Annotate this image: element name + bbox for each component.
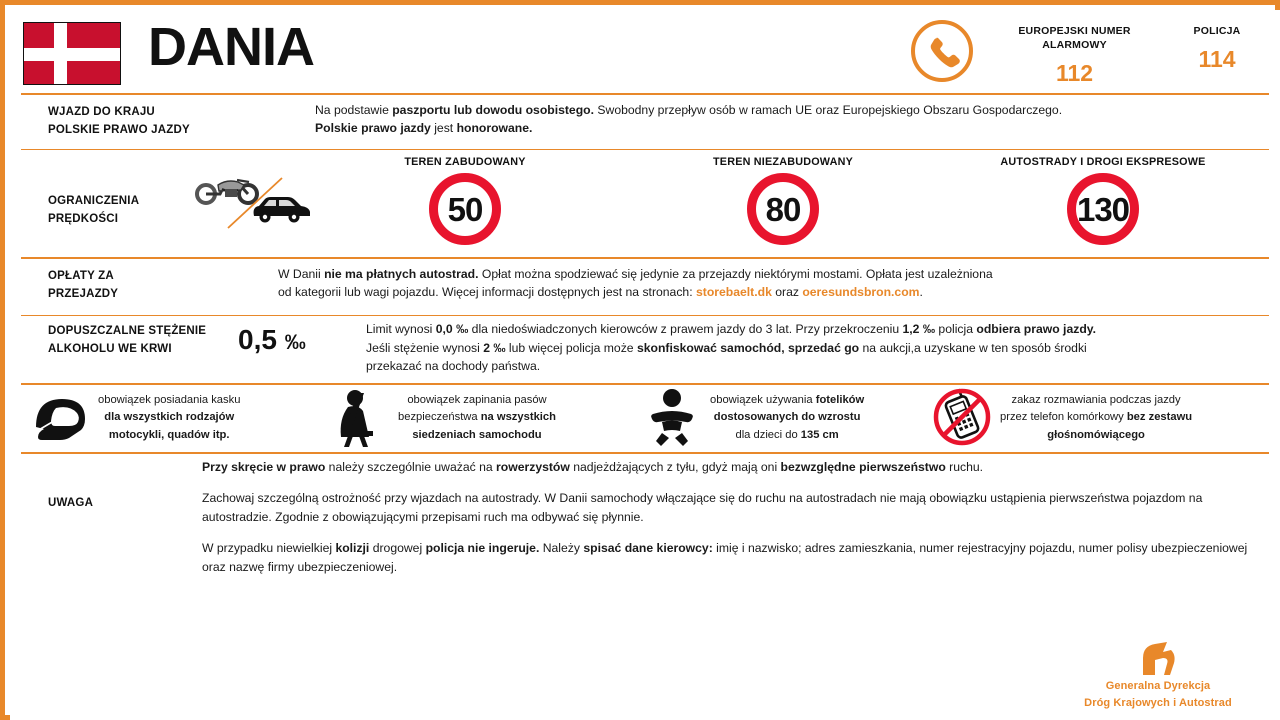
- footer-logo: [1058, 642, 1258, 710]
- speed-heading: TEREN NIEZABUDOWANY: [713, 156, 853, 169]
- row-entry-line1: Na podstawie paszportu lub dowodu osobistego. Swobodny przepływ osób w ramach UE oraz Europejskiego Obszaru Gospodarczego.: [315, 102, 1063, 117]
- row-tolls-text: [278, 265, 1268, 302]
- infographic-inner: [10, 10, 1280, 720]
- vehicles-icon-group: [190, 172, 320, 234]
- seatbelt-icon: [328, 387, 392, 449]
- row-entry-label-line2: POLSKIE PRAWO JAZDY: [48, 123, 190, 136]
- row-entry-label-line1: WJAZD DO KRAJU: [48, 105, 155, 118]
- row-entry-line2: Polskie prawo jazdy jest honorowane.: [315, 121, 533, 136]
- gddkia-eagle-logo: [1058, 642, 1258, 676]
- link-oeresundsbron[interactable]: oeresundsbron.com: [802, 285, 920, 300]
- row-speed-label-line2: PRĘDKOŚCI: [48, 213, 119, 226]
- pictogram-helmet: [28, 387, 338, 449]
- row-alcohol-text: [366, 320, 1266, 376]
- speed-limit-sign: [429, 173, 501, 245]
- row-tolls-line1: W Danii nie ma płatnych autostrad. Opłat można spodziewać się jedynie za przejazdy niektórymi mostami. Opłata jest uzależniona: [278, 266, 993, 281]
- pictogram-child-seat: [640, 387, 940, 449]
- row-alcohol-label-line2: ALKOHOLU WE KRWI: [48, 343, 172, 356]
- row-alcohol-label: [48, 322, 206, 358]
- police-block: [1162, 18, 1272, 74]
- note-paragraph-1: Przy skręcie w prawo należy szczególnie uważać na rowerzystów nadjeżdżających z tyłu, gdyż mają oni bezwzględne pierwszeństwo ruchu.: [202, 459, 984, 474]
- phone-icon: [911, 20, 973, 82]
- speed-column-motorway: [978, 150, 1228, 245]
- police-label: POLICJA: [1193, 25, 1241, 37]
- pictogram-no-phone: [930, 387, 1270, 449]
- speed-column-built-up: [340, 150, 590, 245]
- page-title: DANIA: [148, 17, 314, 77]
- row-tolls: [10, 259, 1280, 315]
- eu-emergency-number: 112: [1055, 60, 1094, 86]
- speed-limit-sign: [747, 173, 819, 245]
- row-alcohol-line3: przekazać na dochody państwa.: [366, 359, 541, 374]
- car-icon: [254, 197, 310, 223]
- row-tolls-label-line2: PRZEJAZDY: [48, 287, 119, 300]
- logo-text-line2: Dróg Krajowych i Autostrad: [1084, 697, 1232, 709]
- header: [10, 10, 1280, 93]
- child-seat-icon: [640, 387, 704, 449]
- denmark-flag: [23, 22, 121, 85]
- promille-symbol: ‰: [284, 331, 306, 355]
- row-alcohol-limit: [10, 316, 1280, 383]
- pictogram-seatbelt: [328, 387, 640, 449]
- note-paragraph-2: Zachowaj szczególną ostrożność przy wjazdach na autostrady. W Danii samochody włączające się do ruchu na autostradach nie mają obowiązku ustąpienia pierwszeństwa pojazdom na autostradzie. Zgodnie z obowiązującymi przepisami ruch ma odbywać się płynnie.: [202, 491, 1203, 524]
- pictogram-no-phone-caption: zakaz rozmawiania podczas jazdy przez telefon komórkowy bez zestawu głośnomówiącego: [1000, 393, 1193, 441]
- no-mobile-phone-icon: [930, 387, 994, 449]
- pictogram-seatbelt-caption: obowiązek zapinania pasów bezpieczeństwa na wszystkich siedzeniach samochodu: [398, 393, 556, 441]
- row-alcohol-line1: Limit wynosi 0,0 ‰ dla niedoświadczonych kierowców z prawem jazdy do 3 lat. Przy przekroczeniu 1,2 ‰ policja odbiera prawo jazdy.: [366, 322, 1097, 337]
- row-speed-limits: [10, 150, 1280, 257]
- row-note: [10, 454, 1280, 629]
- flag-cross-horizontal: [24, 48, 120, 61]
- emergency-numbers: [911, 18, 1272, 88]
- speed-heading: AUTOSTRADY I DROGI EKSPRESOWE: [1000, 156, 1206, 169]
- pictogram-helmet-caption: obowiązek posiadania kasku dla wszystkich rodzajów motocykli, quadów itp.: [98, 393, 241, 441]
- alcohol-limit-value: 0,5 ‰: [238, 324, 306, 356]
- row-alcohol-line2: Jeśli stężenie wynosi 2 ‰ lub więcej policja może skonfiskować samochód, sprzedać go na aukcji,a uzyskane w ten sposób środki: [366, 340, 1087, 355]
- eu-emergency-block: [987, 18, 1162, 88]
- row-note-label: UWAGA: [48, 496, 94, 509]
- eu-emergency-label: EUROPEJSKI NUMER ALARMOWY: [1018, 25, 1131, 51]
- speed-limit-sign: [1067, 173, 1139, 245]
- speed-column-non-built-up: [658, 150, 908, 245]
- note-paragraph-3: W przypadku niewielkiej kolizji drogowej policja nie ingeruje. Należy spisać dane kierowcy: imię i nazwisko; adres zamieszkania, numer rejestracyjny pojazdu, numer polisy ubezpieczeniowej oraz nazwę firmy ubezpieczeniowej.: [202, 541, 1248, 574]
- row-entry-to-country: [10, 95, 1280, 149]
- speed-limit-value: 50: [447, 190, 483, 228]
- row-alcohol-label-line1: DOPUSZCZALNE STĘŻENIE: [48, 325, 207, 338]
- row-note-text: [202, 458, 1262, 590]
- row-tolls-label: [48, 267, 118, 303]
- row-speed-label: [48, 192, 139, 228]
- helmet-icon: [28, 387, 92, 449]
- row-entry-label: [48, 103, 190, 139]
- row-entry-text: [315, 101, 1265, 138]
- pictogram-child-seat-caption: obowiązek używania fotelików dostosowanych do wzrostu dla dzieci do 135 cm: [710, 393, 865, 441]
- logo-text-line1: Generalna Dyrekcja: [1105, 680, 1211, 692]
- police-number: 114: [1198, 46, 1236, 72]
- row-speed-label-line1: OGRANICZENIA: [48, 195, 140, 208]
- row-tolls-label-line1: OPŁATY ZA: [48, 269, 114, 282]
- speed-limit-value: 80: [765, 190, 801, 228]
- speed-limit-value: 130: [1076, 190, 1130, 228]
- row-pictograms: [10, 385, 1280, 452]
- link-storebaelt[interactable]: storebaelt.dk: [695, 285, 772, 300]
- row-tolls-line2: od kategorii lub wagi pojazdu. Więcej informacji dostępnych jest na stronach: storebaelt.dk oraz oeresundsbron.com.: [278, 285, 923, 300]
- speed-heading: TEREN ZABUDOWANY: [404, 156, 526, 169]
- motorcycle-icon: [197, 180, 257, 203]
